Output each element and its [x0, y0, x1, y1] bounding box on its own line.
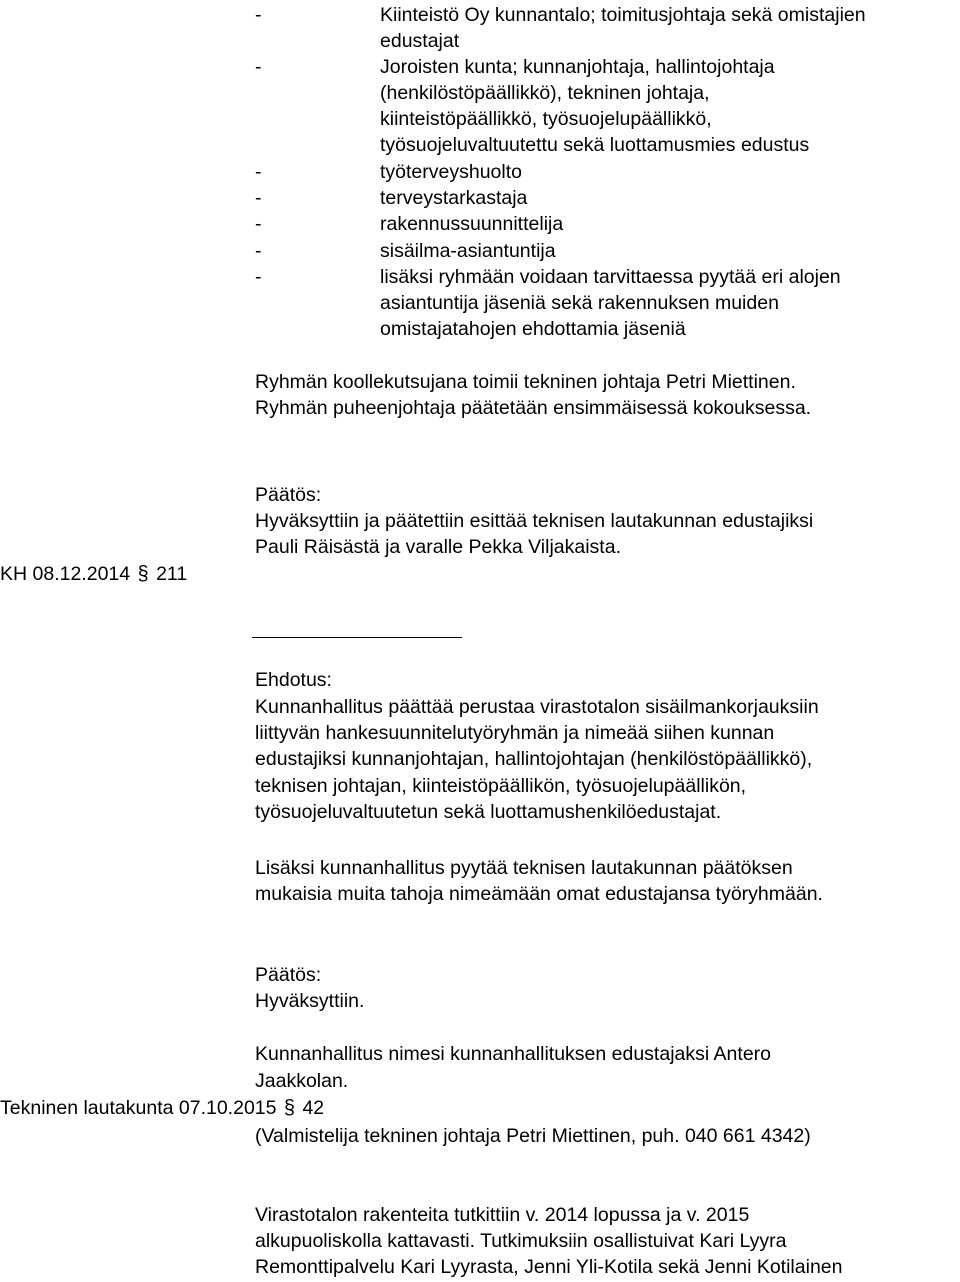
- list-item-line: terveystarkastaja: [380, 187, 528, 209]
- list-item-line: asiantuntija jäseniä sekä rakennuksen muiden: [380, 292, 779, 314]
- decision-result: Hyväksyttiin.: [255, 990, 365, 1012]
- decision-label: Päätös:: [255, 964, 322, 986]
- kh-reference: [0, 561, 187, 587]
- list-dash: -: [255, 161, 262, 183]
- proposal-extra-line: mukaisia muita tahoja nimeämään omat edustajansa työryhmään.: [255, 883, 823, 905]
- decision-line: Pauli Räisästä ja varalle Pekka Viljakaista.: [255, 536, 621, 558]
- decision-line: Jaakkolan.: [255, 1070, 349, 1092]
- proposal-line: teknisen johtajan, kiinteistöpäällikön, työsuojelupäällikön,: [255, 775, 747, 797]
- list-dash: -: [255, 4, 262, 26]
- list-item-line: Kiinteistö Oy kunnantalo; toimitusjohtaja sekä omistajien: [380, 4, 866, 26]
- section-sign-icon: §: [137, 563, 149, 585]
- list-item-line: työterveyshuolto: [380, 161, 522, 183]
- list-item-line: edustajat: [380, 30, 460, 52]
- divider-line: [252, 637, 462, 638]
- section-sign-icon: §: [283, 1097, 296, 1119]
- tekla-line: Virastotalon rakenteita tutkittiin v. 2014 lopussa ja v. 2015: [255, 1204, 750, 1226]
- list-item-line: kiinteistöpäällikkö, työsuojelupäällikkö,: [380, 108, 712, 130]
- decision-label: Päätös:: [255, 484, 322, 506]
- tekla-line: Remonttipalvelu Kari Lyyrasta, Jenni Yli-Kotila sekä Jenni Kotilainen: [255, 1256, 843, 1278]
- paragraph-line: Ryhmän puheenjohtaja päätetään ensimmäisessä kokouksessa.: [255, 397, 812, 419]
- list-item-line: rakennussuunnittelija: [380, 213, 564, 235]
- tekla-line: alkupuoliskolla kattavasti. Tutkimuksiin osallistuivat Kari Lyyra: [255, 1230, 787, 1252]
- tekla-reference: [0, 1095, 324, 1121]
- proposal-line: Kunnanhallitus päättää perustaa virastotalon sisäilmankorjauksiin: [255, 696, 819, 718]
- proposal-line: edustajiksi kunnanjohtajan, hallintojohtajan (henkilöstöpäällikkö),: [255, 748, 813, 770]
- tekla-ref-number: 42: [302, 1097, 325, 1119]
- list-dash: -: [255, 240, 262, 262]
- list-item-line: (henkilöstöpäällikkö), tekninen johtaja,: [380, 82, 710, 104]
- tekla-ref-date: Tekninen lautakunta 07.10.2015: [0, 1097, 277, 1119]
- list-item-line: omistajatahojen ehdottamia jäseniä: [380, 318, 686, 340]
- list-dash: -: [255, 56, 262, 78]
- kh-ref-date: KH 08.12.2014: [0, 563, 131, 585]
- proposal-label: Ehdotus:: [255, 669, 332, 691]
- proposal-extra-line: Lisäksi kunnanhallitus pyytää teknisen lautakunnan päätöksen: [255, 857, 793, 879]
- decision-line: Kunnanhallitus nimesi kunnanhallituksen edustajaksi Antero: [255, 1043, 771, 1065]
- list-item-line: Joroisten kunta; kunnanjohtaja, hallintojohtaja: [380, 56, 775, 78]
- proposal-line: työsuojeluvaltuutetun sekä luottamushenkilöedustajat.: [255, 801, 722, 823]
- paragraph-line: Ryhmän koollekutsujana toimii tekninen johtaja Petri Miettinen.: [255, 371, 796, 393]
- proposal-line: liittyvän hankesuunnitelutyöryhmän ja nimeää siihen kunnan: [255, 722, 775, 744]
- preparer-line: (Valmistelija tekninen johtaja Petri Miettinen, puh. 040 661 4342): [255, 1125, 811, 1147]
- list-item-line: lisäksi ryhmään voidaan tarvittaessa pyytää eri alojen: [380, 266, 841, 288]
- list-dash: -: [255, 187, 262, 209]
- list-dash: -: [255, 266, 262, 288]
- list-item-line: työsuojeluvaltuutettu sekä luottamusmies edustus: [380, 134, 810, 156]
- list-dash: -: [255, 213, 262, 235]
- list-item-line: sisäilma-asiantuntija: [380, 240, 556, 262]
- decision-line: Hyväksyttiin ja päätettiin esittää teknisen lautakunnan edustajiksi: [255, 510, 814, 532]
- kh-ref-number: 211: [156, 563, 188, 585]
